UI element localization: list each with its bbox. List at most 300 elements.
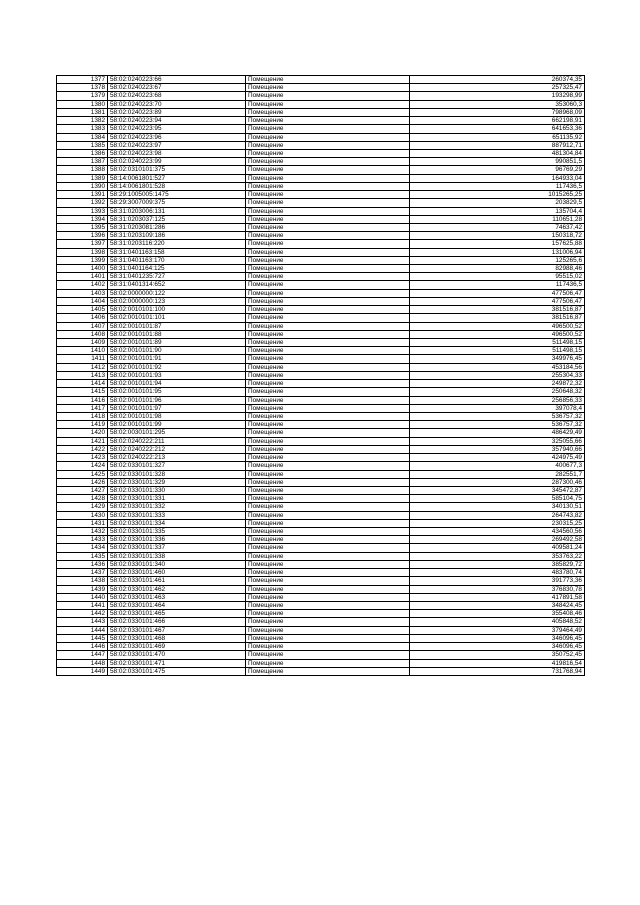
object-type-cell: Помещение [246, 380, 410, 388]
object-type-cell: Помещение [246, 223, 410, 231]
row-number-cell: 1385 [57, 141, 108, 149]
table-row [57, 248, 585, 256]
cadastral-value-cell: 135704,4 [410, 207, 585, 215]
cadastral-value-cell: 496500,52 [410, 322, 585, 330]
table-row [57, 445, 585, 453]
row-number-cell: 1421 [57, 437, 108, 445]
cadastral-number-cell: 58:02:0330101:467 [108, 626, 246, 634]
cadastral-number-cell: 58:02:0330101:465 [108, 610, 246, 618]
object-type-cell: Помещение [246, 454, 410, 462]
cadastral-number-cell: 58:02:0330101:461 [108, 577, 246, 585]
object-type-cell: Помещение [246, 117, 410, 125]
cadastral-number-cell: 58:02:0010101:91 [108, 355, 246, 363]
cadastral-number-cell: 58:31:0203116:220 [108, 240, 246, 248]
cadastral-number-cell: 58:29:1005005:1475 [108, 191, 246, 199]
row-number-cell: 1428 [57, 495, 108, 503]
object-type-cell: Помещение [246, 199, 410, 207]
table-row [57, 478, 585, 486]
object-type-cell: Помещение [246, 462, 410, 470]
cadastral-number-cell: 58:02:0000000:122 [108, 289, 246, 297]
row-number-cell: 1393 [57, 207, 108, 215]
cadastral-number-cell: 58:02:0240222:212 [108, 445, 246, 453]
cadastral-value-cell: 651135,92 [410, 133, 585, 141]
cadastral-value-cell: 641653,36 [410, 125, 585, 133]
object-type-cell: Помещение [246, 355, 410, 363]
object-type-cell: Помещение [246, 133, 410, 141]
table-row [57, 223, 585, 231]
object-type-cell: Помещение [246, 281, 410, 289]
object-type-cell: Помещение [246, 330, 410, 338]
object-type-cell: Помещение [246, 552, 410, 560]
cadastral-number-cell: 58:02:0330101:332 [108, 503, 246, 511]
object-type-cell: Помещение [246, 339, 410, 347]
object-type-cell: Помещение [246, 256, 410, 264]
table-row [57, 281, 585, 289]
cadastral-value-cell: 346096,45 [410, 643, 585, 651]
cadastral-value-cell: 255304,33 [410, 371, 585, 379]
cadastral-value-cell: 249872,32 [410, 380, 585, 388]
row-number-cell: 1392 [57, 199, 108, 207]
object-type-cell: Помещение [246, 569, 410, 577]
row-number-cell: 1431 [57, 519, 108, 527]
table-row [57, 643, 585, 651]
row-number-cell: 1408 [57, 330, 108, 338]
row-number-cell: 1397 [57, 240, 108, 248]
object-type-cell: Помещение [246, 207, 410, 215]
table-row [57, 519, 585, 527]
row-number-cell: 1443 [57, 618, 108, 626]
object-type-cell: Помещение [246, 265, 410, 273]
object-type-cell: Помещение [246, 273, 410, 281]
row-number-cell: 1446 [57, 643, 108, 651]
row-number-cell: 1418 [57, 412, 108, 420]
cadastral-value-cell: 264743,82 [410, 511, 585, 519]
row-number-cell: 1419 [57, 421, 108, 429]
table-row [57, 470, 585, 478]
cadastral-value-cell: 397078,4 [410, 404, 585, 412]
cadastral-number-cell: 58:02:0330101:464 [108, 602, 246, 610]
cadastral-number-cell: 58:31:0401314:652 [108, 281, 246, 289]
row-number-cell: 1442 [57, 610, 108, 618]
table-row [57, 404, 585, 412]
cadastral-number-cell: 58:02:0330101:460 [108, 569, 246, 577]
cadastral-value-cell: 990851,5 [410, 158, 585, 166]
row-number-cell: 1430 [57, 511, 108, 519]
row-number-cell: 1429 [57, 503, 108, 511]
row-number-cell: 1410 [57, 347, 108, 355]
cadastral-number-cell: 58:02:0330101:327 [108, 462, 246, 470]
table-row [57, 651, 585, 659]
cadastral-value-cell: 409581,24 [410, 544, 585, 552]
object-type-cell: Помещение [246, 560, 410, 568]
cadastral-value-cell: 496500,52 [410, 330, 585, 338]
object-type-cell: Помещение [246, 371, 410, 379]
cadastral-value-cell: 483780,74 [410, 569, 585, 577]
table-row [57, 412, 585, 420]
row-number-cell: 1447 [57, 651, 108, 659]
cadastral-value-cell: 131006,94 [410, 248, 585, 256]
object-type-cell: Помещение [246, 429, 410, 437]
table-row [57, 544, 585, 552]
object-type-cell: Помещение [246, 404, 410, 412]
cadastral-value-cell: 486429,49 [410, 429, 585, 437]
cadastral-value-cell: 95515,02 [410, 273, 585, 281]
table-row [57, 610, 585, 618]
object-type-cell: Помещение [246, 76, 410, 84]
cadastral-value-cell: 381516,87 [410, 314, 585, 322]
row-number-cell: 1434 [57, 544, 108, 552]
cadastral-value-cell: 1015265,25 [410, 191, 585, 199]
cadastral-number-cell: 58:02:0330101:340 [108, 560, 246, 568]
cadastral-number-cell: 58:02:0310101:375 [108, 166, 246, 174]
cadastral-value-cell: 662198,91 [410, 117, 585, 125]
row-number-cell: 1379 [57, 92, 108, 100]
object-type-cell: Помещение [246, 191, 410, 199]
table-row [57, 347, 585, 355]
cadastral-value-cell: 353763,22 [410, 552, 585, 560]
row-number-cell: 1423 [57, 454, 108, 462]
cadastral-number-cell: 58:02:0330101:471 [108, 659, 246, 667]
cadastral-value-cell: 453184,56 [410, 363, 585, 371]
cadastral-value-cell: 585104,75 [410, 495, 585, 503]
cadastral-number-cell: 58:02:0240223:96 [108, 133, 246, 141]
cadastral-number-cell: 58:02:0240223:99 [108, 158, 246, 166]
cadastral-value-cell: 357940,66 [410, 445, 585, 453]
cadastral-number-cell: 58:02:0240223:94 [108, 117, 246, 125]
cadastral-value-cell: 405848,52 [410, 618, 585, 626]
table-row [57, 560, 585, 568]
object-type-cell: Помещение [246, 503, 410, 511]
cadastral-value-cell: 481304,84 [410, 149, 585, 157]
row-number-cell: 1441 [57, 602, 108, 610]
row-number-cell: 1404 [57, 297, 108, 305]
table-row [57, 667, 585, 675]
row-number-cell: 1448 [57, 659, 108, 667]
table-row [57, 182, 585, 190]
cadastral-number-cell: 58:02:0030101:295 [108, 429, 246, 437]
cadastral-number-cell: 58:02:0330101:337 [108, 544, 246, 552]
row-number-cell: 1396 [57, 232, 108, 240]
object-type-cell: Помещение [246, 602, 410, 610]
table-row [57, 306, 585, 314]
object-type-cell: Помещение [246, 626, 410, 634]
object-type-cell: Помещение [246, 495, 410, 503]
object-type-cell: Помещение [246, 108, 410, 116]
object-type-cell: Помещение [246, 445, 410, 453]
table-row [57, 265, 585, 273]
row-number-cell: 1436 [57, 560, 108, 568]
cadastral-number-cell: 58:02:0330101:462 [108, 585, 246, 593]
object-type-cell: Помещение [246, 322, 410, 330]
cadastral-number-cell: 58:31:0203037:125 [108, 215, 246, 223]
object-type-cell: Помещение [246, 174, 410, 182]
cadastral-number-cell: 58:02:0330101:329 [108, 478, 246, 486]
row-number-cell: 1415 [57, 388, 108, 396]
row-number-cell: 1435 [57, 552, 108, 560]
cadastral-value-cell: 887912,71 [410, 141, 585, 149]
table-row [57, 322, 585, 330]
cadastral-number-cell: 58:31:0203006:131 [108, 207, 246, 215]
cadastral-number-cell: 58:02:0330101:338 [108, 552, 246, 560]
row-number-cell: 1381 [57, 108, 108, 116]
table-row [57, 437, 585, 445]
cadastral-value-cell: 256856,33 [410, 396, 585, 404]
table-row [57, 240, 585, 248]
cadastral-number-cell: 58:02:0330101:468 [108, 634, 246, 642]
table-row [57, 125, 585, 133]
object-type-cell: Помещение [246, 421, 410, 429]
table-row [57, 462, 585, 470]
table-row [57, 429, 585, 437]
table-row [57, 528, 585, 536]
row-number-cell: 1400 [57, 265, 108, 273]
table-row [57, 191, 585, 199]
row-number-cell: 1424 [57, 462, 108, 470]
cadastral-number-cell: 58:02:0330101:463 [108, 593, 246, 601]
row-number-cell: 1433 [57, 536, 108, 544]
object-type-cell: Помещение [246, 158, 410, 166]
table-row [57, 108, 585, 116]
row-number-cell: 1395 [57, 223, 108, 231]
table-row [57, 174, 585, 182]
row-number-cell: 1432 [57, 528, 108, 536]
table-row [57, 207, 585, 215]
object-type-cell: Помещение [246, 232, 410, 240]
cadastral-number-cell: 58:31:0401163:158 [108, 248, 246, 256]
cadastral-value-cell: 110651,28 [410, 215, 585, 223]
row-number-cell: 1406 [57, 314, 108, 322]
object-type-cell: Помещение [246, 593, 410, 601]
table-row [57, 495, 585, 503]
cadastral-value-cell: 96769,29 [410, 166, 585, 174]
cadastral-number-cell: 58:02:0330101:334 [108, 519, 246, 527]
table-row [57, 388, 585, 396]
cadastral-value-cell: 150318,72 [410, 232, 585, 240]
row-number-cell: 1444 [57, 626, 108, 634]
table-row [57, 76, 585, 84]
cadastral-value-cell: 511498,15 [410, 339, 585, 347]
cadastral-number-cell: 58:02:0330101:328 [108, 470, 246, 478]
table-row [57, 569, 585, 577]
table-row [57, 396, 585, 404]
object-type-cell: Помещение [246, 240, 410, 248]
row-number-cell: 1380 [57, 100, 108, 108]
row-number-cell: 1416 [57, 396, 108, 404]
cadastral-number-cell: 58:02:0010101:95 [108, 388, 246, 396]
cadastral-value-cell: 157625,88 [410, 240, 585, 248]
cadastral-value-cell: 125265,6 [410, 256, 585, 264]
object-type-cell: Помещение [246, 437, 410, 445]
cadastral-number-cell: 58:02:0010101:99 [108, 421, 246, 429]
object-type-cell: Помещение [246, 536, 410, 544]
cadastral-value-cell: 536757,32 [410, 421, 585, 429]
table-row [57, 626, 585, 634]
row-number-cell: 1411 [57, 355, 108, 363]
cadastral-value-cell: 287300,46 [410, 478, 585, 486]
cadastral-number-cell: 58:02:0010101:94 [108, 380, 246, 388]
row-number-cell: 1445 [57, 634, 108, 642]
row-number-cell: 1388 [57, 166, 108, 174]
table-row [57, 314, 585, 322]
row-number-cell: 1398 [57, 248, 108, 256]
object-type-cell: Помещение [246, 314, 410, 322]
table-row [57, 273, 585, 281]
cadastral-value-cell: 798968,09 [410, 108, 585, 116]
row-number-cell: 1402 [57, 281, 108, 289]
cadastral-number-cell: 58:02:0240223:68 [108, 92, 246, 100]
cadastral-number-cell: 58:02:0010101:88 [108, 330, 246, 338]
cadastral-value-cell: 346096,45 [410, 634, 585, 642]
table-row [57, 141, 585, 149]
object-type-cell: Помещение [246, 166, 410, 174]
row-number-cell: 1413 [57, 371, 108, 379]
table-row [57, 552, 585, 560]
table-row [57, 92, 585, 100]
row-number-cell: 1440 [57, 593, 108, 601]
row-number-cell: 1425 [57, 470, 108, 478]
table-row [57, 215, 585, 223]
cadastral-number-cell: 58:02:0330101:330 [108, 486, 246, 494]
cadastral-value-cell: 417891,58 [410, 593, 585, 601]
row-number-cell: 1391 [57, 191, 108, 199]
object-type-cell: Помещение [246, 388, 410, 396]
cadastral-value-cell: 355408,46 [410, 610, 585, 618]
cadastral-value-cell: 325055,66 [410, 437, 585, 445]
table-row [57, 149, 585, 157]
row-number-cell: 1414 [57, 380, 108, 388]
cadastral-value-cell: 164933,04 [410, 174, 585, 182]
object-type-cell: Помещение [246, 651, 410, 659]
cadastral-number-cell: 58:02:0010101:89 [108, 339, 246, 347]
cadastral-number-cell: 58:31:0401235:727 [108, 273, 246, 281]
table-row [57, 330, 585, 338]
cadastral-number-cell: 58:02:0240222:211 [108, 437, 246, 445]
row-number-cell: 1438 [57, 577, 108, 585]
table-body [57, 76, 585, 676]
row-number-cell: 1386 [57, 149, 108, 157]
cadastral-value-cell: 381516,87 [410, 306, 585, 314]
row-number-cell: 1401 [57, 273, 108, 281]
object-type-cell: Помещение [246, 396, 410, 404]
cadastral-value-cell: 434560,56 [410, 528, 585, 536]
row-number-cell: 1409 [57, 339, 108, 347]
table-row [57, 618, 585, 626]
cadastral-number-cell: 58:02:0010101:93 [108, 371, 246, 379]
table-row [57, 100, 585, 108]
object-type-cell: Помещение [246, 528, 410, 536]
cadastral-value-cell: 230315,25 [410, 519, 585, 527]
cadastral-number-cell: 58:02:0010101:101 [108, 314, 246, 322]
cadastral-value-cell: 376830,78 [410, 585, 585, 593]
cadastral-number-cell: 58:02:0330101:336 [108, 536, 246, 544]
cadastral-value-cell: 257325,47 [410, 84, 585, 92]
table-row [57, 371, 585, 379]
cadastral-number-cell: 58:02:0010101:92 [108, 363, 246, 371]
cadastral-value-cell: 536757,32 [410, 412, 585, 420]
cadastral-value-cell: 400677,3 [410, 462, 585, 470]
cadastral-value-cell: 260374,35 [410, 76, 585, 84]
cadastral-value-cell: 511498,15 [410, 347, 585, 355]
table-row [57, 363, 585, 371]
cadastral-number-cell: 58:02:0240223:98 [108, 149, 246, 157]
object-type-cell: Помещение [246, 289, 410, 297]
cadastral-number-cell: 58:02:0330101:470 [108, 651, 246, 659]
table-row [57, 454, 585, 462]
table-row [57, 486, 585, 494]
cadastral-number-cell: 58:31:0401164:125 [108, 265, 246, 273]
object-type-cell: Помещение [246, 519, 410, 527]
row-number-cell: 1387 [57, 158, 108, 166]
cadastral-number-cell: 58:02:0240223:70 [108, 100, 246, 108]
object-type-cell: Помещение [246, 92, 410, 100]
cadastral-value-table [56, 75, 585, 676]
cadastral-number-cell: 58:02:0330101:333 [108, 511, 246, 519]
object-type-cell: Помещение [246, 84, 410, 92]
cadastral-number-cell: 58:02:0000000:123 [108, 297, 246, 305]
cadastral-value-cell: 477506,47 [410, 297, 585, 305]
table-row [57, 117, 585, 125]
row-number-cell: 1422 [57, 445, 108, 453]
cadastral-value-cell: 424975,49 [410, 454, 585, 462]
row-number-cell: 1412 [57, 363, 108, 371]
cadastral-value-cell: 353060,3 [410, 100, 585, 108]
cadastral-value-cell: 74637,42 [410, 223, 585, 231]
object-type-cell: Помещение [246, 585, 410, 593]
cadastral-number-cell: 58:31:0203109:186 [108, 232, 246, 240]
cadastral-value-cell: 117436,5 [410, 182, 585, 190]
table-row [57, 585, 585, 593]
cadastral-number-cell: 58:14:0061801:528 [108, 182, 246, 190]
object-type-cell: Помещение [246, 125, 410, 133]
cadastral-value-cell: 348424,45 [410, 602, 585, 610]
row-number-cell: 1427 [57, 486, 108, 494]
cadastral-value-cell: 391773,36 [410, 577, 585, 585]
row-number-cell: 1403 [57, 289, 108, 297]
object-type-cell: Помещение [246, 478, 410, 486]
cadastral-value-cell: 477506,47 [410, 289, 585, 297]
cadastral-value-cell: 379464,49 [410, 626, 585, 634]
table-row [57, 84, 585, 92]
table-row [57, 297, 585, 305]
table-row [57, 503, 585, 511]
table-row [57, 602, 585, 610]
row-number-cell: 1417 [57, 404, 108, 412]
cadastral-value-cell: 419816,54 [410, 659, 585, 667]
table-row [57, 339, 585, 347]
row-number-cell: 1426 [57, 478, 108, 486]
row-number-cell: 1389 [57, 174, 108, 182]
cadastral-number-cell: 58:02:0330101:475 [108, 667, 246, 675]
cadastral-value-cell: 203829,5 [410, 199, 585, 207]
object-type-cell: Помещение [246, 248, 410, 256]
cadastral-number-cell: 58:02:0240222:213 [108, 454, 246, 462]
row-number-cell: 1449 [57, 667, 108, 675]
table-row [57, 289, 585, 297]
table-row [57, 421, 585, 429]
cadastral-value-cell: 349976,45 [410, 355, 585, 363]
cadastral-value-cell: 731768,94 [410, 667, 585, 675]
object-type-cell: Помещение [246, 610, 410, 618]
cadastral-number-cell: 58:02:0240223:89 [108, 108, 246, 116]
cadastral-number-cell: 58:02:0240223:67 [108, 84, 246, 92]
object-type-cell: Помещение [246, 470, 410, 478]
cadastral-number-cell: 58:02:0010101:100 [108, 306, 246, 314]
object-type-cell: Помещение [246, 149, 410, 157]
table-row [57, 158, 585, 166]
object-type-cell: Помещение [246, 363, 410, 371]
row-number-cell: 1405 [57, 306, 108, 314]
table-row [57, 380, 585, 388]
